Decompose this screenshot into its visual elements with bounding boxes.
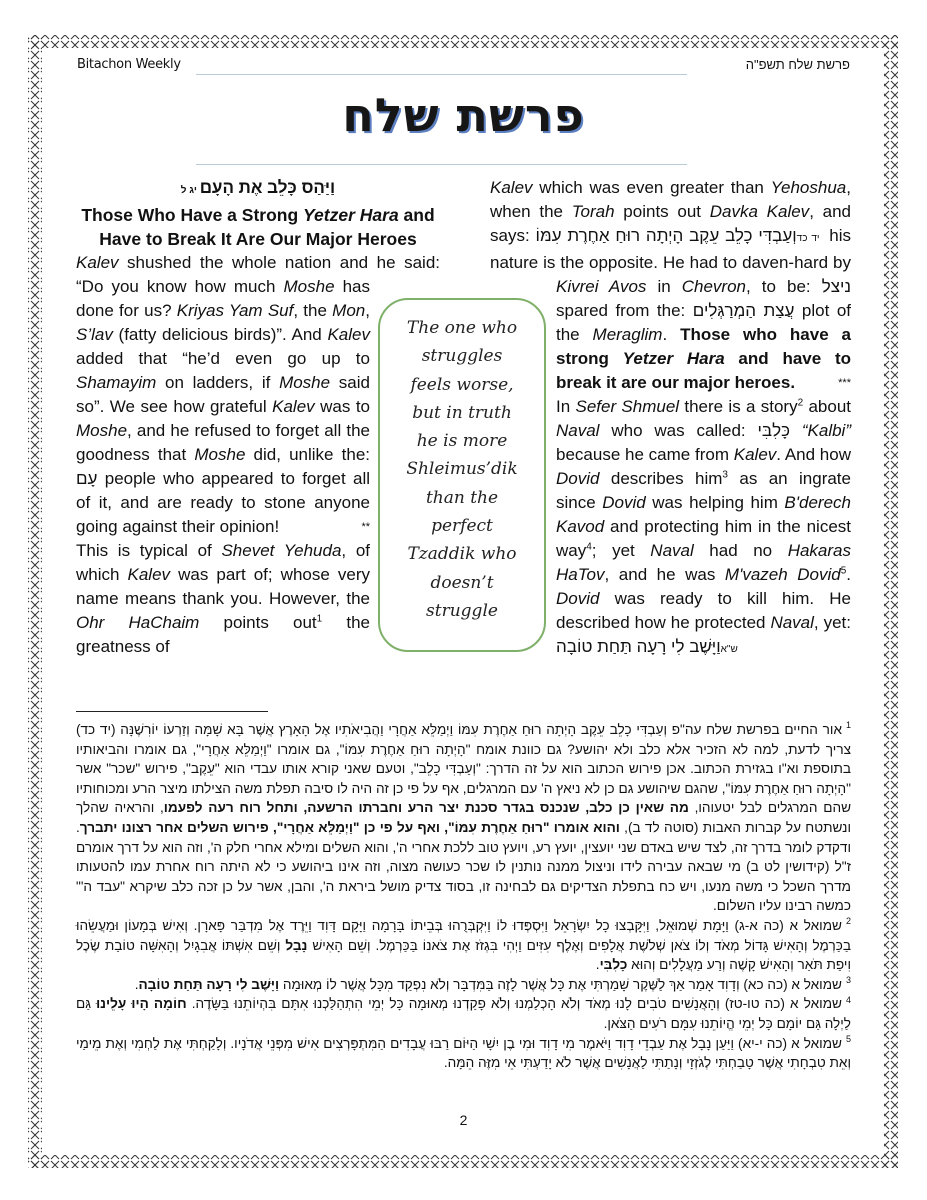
text-run: וַיָּשֶׁב לִי רָעָה תַּחַת טוֹבָה — [556, 637, 721, 656]
text-run: Ohr HaChaim — [76, 613, 200, 632]
text-run: , yet: — [813, 613, 851, 632]
text-run: Naval — [770, 613, 814, 632]
text-run: Sefer Shmuel — [575, 397, 680, 416]
text-run: Mon — [332, 301, 366, 320]
text-run: שמואל א (כה י-יא) וַיַּעַן נָבָל אֶת עַבְדֵי דָוִד וַיֹּאמֶר מִי דָוִד וּמִי בֶן יִשָׁי הַיּוֹם רַבּוּ עֲבָדִים הַמִּתְפָּרְצִים אִישׁ מִפְּנֵי אֲדֹנָיו. וְלָקַחְתִּי אֶת לַחְמִי וְאֶת מֵימַי וְאֵת טִבְחָתִי אֲשֶׁר טָבַחְתִּי לְגֹזְזָי וְנָתַתִּי לַאֲנָשִׁים אֲשֶׁר לֹא יָדַעְתִּי אֵי מִזֶּה הֵמָּה. — [76, 1035, 851, 1071]
text-run: Dovid — [556, 589, 600, 608]
text-run: has done for us? — [76, 277, 370, 320]
footnote-number: 2 — [845, 916, 851, 927]
text-run: the greatness of — [76, 613, 370, 656]
pull-quote-line: Tzaddik who — [407, 544, 517, 565]
header-rule — [196, 74, 687, 75]
text-run: “Kalbi” — [801, 421, 851, 440]
text-run: חוֹמָה הָיוּ עָלֵינוּ — [96, 996, 187, 1012]
footnote-number: 3 — [845, 975, 851, 986]
text-run: שמואל א (כה טו-טז) וְהָאֲנָשִׁים טֹבִים לָנוּ מְאֹד וְלֹא הָכְלַמְנוּ וְלֹא פָקַדְנוּ מְאוּמָה כָּל יְמֵי הִתְהַלַּכְנוּ אִתָּם בִּהְיוֹתֵנוּ בַּשָּׂדֶה. — [186, 996, 842, 1012]
text-run: יג ל — [180, 185, 200, 196]
text-run: , and he refused to forget all the goodness that — [76, 421, 370, 464]
text-run: Those Who Have a Strong — [81, 205, 304, 225]
text-run: Naval — [650, 541, 694, 560]
text-run: , והראיה שהלך ונשתטח על קברות האבות (סוטה לד ב), — [76, 800, 851, 835]
text-run: Torah — [571, 202, 615, 221]
text-run: . — [134, 976, 139, 992]
text-run: Hakaras HaTov — [556, 541, 851, 584]
text-run: שמואל א (כה א-ג) וַיָּמָת שְׁמוּאֵל, וַיִּקָּבְצוּ כָל יִשְׂרָאֵל וַיִּסְפְּדוּ לוֹ וַיִּקְבְּרֻהוּ בְּבֵיתוֹ בָּרָמָה וַיָּקָם דָּוִד וַיֵּרֶד אֶל מִדְבַּר פָּארָן. וְאִישׁ בְּמָעוֹן וּמַעֲשֵׂהוּ בַכַּרְמֶל וְהָאִישׁ גָּדוֹל מְאֹד וְלוֹ צֹאן שְׁלֹשֶׁת אֲלָפִים וְאֶלֶף עִזִּים וַיְהִי בִּגְזֹז אֶת צֹאנוֹ בַּכַּרְמֶל. וְשֵׁם הָאִישׁ — [76, 917, 851, 953]
page-number: 2 — [459, 1112, 468, 1128]
text-run: In — [556, 397, 576, 416]
text-run: ; yet — [591, 541, 651, 560]
text-run: and have to break it are our major heroes. — [556, 349, 852, 392]
footnote-ref: 2 — [797, 397, 804, 409]
text-run: (fatty delicious birds)”. And — [112, 325, 328, 344]
text-run: as an ingrate since — [556, 469, 851, 512]
footnote-number: 4 — [845, 994, 851, 1005]
pull-quote-line: Shleimus’dik — [406, 459, 518, 480]
text-run: Shamayim — [76, 373, 157, 392]
text-run: his nature is the opposite. He had to daven-hard by — [490, 226, 851, 272]
hebrew-verse-heading — [76, 176, 440, 203]
text-run: had no — [693, 541, 788, 560]
text-run: M'vazeh Dovid — [724, 565, 841, 584]
text-run: Kalev — [490, 178, 533, 197]
issue-label: פרשת שלח תשפ"ה — [745, 57, 850, 72]
text-run: Kivrei Avos — [556, 277, 647, 296]
page-title: פרשת שלח — [342, 88, 585, 142]
text-run: Kalev — [76, 253, 119, 272]
text-run: עָם — [76, 469, 98, 488]
text-run: . — [595, 957, 600, 973]
text-run: . — [846, 565, 851, 584]
text-run: Kalev — [127, 565, 171, 584]
text-run: , when the — [490, 178, 851, 221]
text-run: כָּלִבִּי — [757, 421, 790, 440]
text-run: מה שאין כן כלב, שנכנס בגדר סכנת יצר הרע וחברתו הרשעה, ותחל רוח רעה לפעמו — [163, 800, 689, 816]
text-run: , the — [293, 301, 333, 320]
footnote — [76, 994, 851, 1033]
text-run: Kalev — [272, 397, 315, 416]
text-run: Davka Kalev — [709, 202, 810, 221]
pull-quote-line: than the — [425, 487, 499, 508]
text-run: and Have to Break It Are Our Major Heroes — [99, 205, 435, 249]
footnote-ref: 5 — [840, 565, 847, 577]
pull-quote-line: struggles — [421, 346, 503, 367]
text-run: in — [646, 277, 682, 296]
text-run: . And how — [776, 445, 851, 464]
text-run — [790, 421, 802, 440]
footnote — [76, 1034, 851, 1073]
text-run: Moshe — [283, 277, 335, 296]
pull-quote-line: The one who — [406, 318, 518, 338]
text-run: וְשֵׁם אִשְׁתּוֹ אֲבִגָיִל וְהָאִשָּׁה טוֹבַת שֶׂכֶל וִיפַת תֹּאַר וְהָאִישׁ קָשֶׁה וְרַע מַעֲלָלִים וְהוּא — [76, 937, 851, 973]
footnote — [76, 916, 851, 975]
text-run: B'derech Kavod — [556, 493, 851, 536]
footnote-number: 5 — [845, 1033, 851, 1044]
text-run: Dovid — [556, 469, 600, 488]
text-run: Moshe — [194, 445, 246, 464]
text-run: did, unlike the: — [245, 445, 371, 464]
text-run: , and he was — [604, 565, 725, 584]
text-run: ניצל — [821, 277, 851, 296]
section-marker: ** — [361, 521, 370, 533]
text-run: added that “he’d even go up to — [76, 349, 370, 368]
text-run: who was called: — [599, 421, 758, 440]
text-run: Chevron — [681, 277, 747, 296]
text-run: said so”. We see how grateful — [76, 373, 370, 416]
text-run: , and says: — [490, 202, 851, 245]
text-run: Kalev — [327, 325, 370, 344]
pull-quote — [378, 298, 546, 652]
text-run: Shevet Yehuda — [221, 541, 342, 560]
footnote-separator — [76, 711, 268, 712]
footnote-ref: 1 — [316, 613, 323, 625]
footnotes — [76, 720, 851, 1073]
text-run: וַיָּשֶׁב לִי רָעָה תַּחַת טוֹבָה — [138, 976, 280, 992]
article-heading — [76, 203, 440, 251]
text-run: כָלִבִּי — [599, 957, 628, 973]
text-run: because he came from — [556, 445, 734, 464]
pull-quote-line: but in truth — [412, 402, 512, 423]
text-run: והוא אומרו "רוּחַ אַחֶרֶת עִמּוֹ", ואף על פי כן "וַיְמַלֵּא אַחֲרָי", פירוש השלים אחר רצונו יתברך — [79, 819, 620, 835]
text-run: which was even greater than — [532, 178, 771, 197]
footnote-ref: 3 — [722, 469, 728, 481]
text-run: points out — [614, 202, 710, 221]
text-run: Yehoshua — [770, 178, 847, 197]
text-run: Those who have a strong — [556, 325, 851, 368]
text-run: יד כד — [796, 233, 824, 244]
text-run: Yetzer Hara — [303, 205, 399, 225]
text-run: S’lav — [76, 325, 113, 344]
text-run: plot of the — [556, 301, 851, 344]
text-run: Kriyas Yam Suf — [176, 301, 294, 320]
text-run: was part of; whose very name means thank you. However, the — [76, 565, 370, 608]
footnote — [76, 720, 851, 916]
text-run: describes him — [599, 469, 723, 488]
text-run: שמואל א (כה כא) וְדָוִד אָמַר אַךְ לַשֶּׁקֶר שָׁמַרְתִּי אֶת כָּל אֲשֶׁר לָזֶה בַּמִּדְבָּר וְלֹא נִפְקַד מִכָּל אֲשֶׁר לוֹ מְאוּמָה — [279, 976, 842, 992]
text-run: , of which — [76, 541, 370, 584]
text-run: וְעַבְדִּי כָלֵב עֵקֶב הָיְתָה רוּחַ אַחֶרֶת עִמּוֹ — [535, 226, 797, 245]
text-run: , to be: — [746, 277, 822, 296]
text-run: people who appeared to forget all of it, and are ready to stone anyone going against their opinion! — [76, 469, 370, 536]
footnote — [76, 975, 851, 995]
pull-quote-line: doesn’t — [430, 572, 494, 593]
pull-quote-line: struggle — [426, 600, 498, 621]
text-run: Yetzer Hara — [622, 349, 725, 368]
text-run: עֲצַת הַמְרַגְּלִים — [692, 301, 795, 320]
text-run: spared from the: — [556, 301, 693, 320]
text-run: Dovid — [602, 493, 646, 512]
newsletter-name: Bitachon Weekly — [77, 57, 181, 72]
text-run: Moshe — [76, 421, 128, 440]
text-run: there is a story — [679, 397, 798, 416]
text-run: . ודקדק לומר בדרך זה, לצד שיש באדם שני יועצין, יועץ רע, ויועץ טוב ללכת אחרי ה', והוא השלים ומילא אחרי חלק ה', וזה הוא על דרך אומרם ז"ל (קידושין לט ב) מי שבאה עבירה לידו וניצול ממנה נותנין לו שכר כעושה מצוה, וזה אינו ביהושע כי לא היתה רוח אחרת עמו להטעותו מדרך השכל כי משה מנעו, ויש כח בתפלת הצדיקים גם לבחינה זו, בסוד צדיק מושל ביראת ה', והבן, אשר על כן זכה כלב שיקרא "עבד ה'" כמשה רבינו עליו השלום. — [76, 819, 851, 914]
text-run: Kalev — [733, 445, 777, 464]
text-run: was helping him — [645, 493, 785, 512]
text-run: was to — [314, 397, 371, 416]
text-run: This is typical of — [76, 541, 222, 560]
text-run: about — [803, 397, 851, 416]
text-run: , — [365, 301, 370, 320]
text-run: נָבָל — [285, 937, 308, 953]
text-run: shushed the whole nation and he said: “Do you know how much — [76, 253, 440, 296]
footnote-number: 1 — [845, 720, 851, 731]
pull-quote-line: he is more — [416, 431, 508, 452]
text-run: גַּם לַיְלָה גַּם יוֹמָם כָּל יְמֵי הֱיוֹתֵנוּ עִמָּם רֹעִים הַצֹּאן. — [76, 996, 851, 1031]
text-run: Moshe — [279, 373, 331, 392]
text-run: and protecting him in the nicest way — [556, 517, 851, 560]
text-run: was ready to kill him. He described how he protected — [556, 589, 851, 632]
footnote-ref: 4 — [586, 541, 592, 553]
text-run: אור החיים בפרשת שלח עה"פ וְעַבְדִּי כָלֵב עֵקֶב הָיְתָה רוּחַ אַחֶרֶת עִמּוֹ וַיְמַלֵּא אַחֲרָי וַהֲבִיאֹתִיו אֶל הָאָרֶץ אֲשֶׁר בָּא שָׁמָּה וְזַרְעוֹ יוֹרִשֶׁנָּה (יד כד) צריך לדעת, למה לא הזכיר אלא כלב ולא יהושע? גם כוונת אומח "הָיְתָה רוּחַ אַחֶרֶת עִמּוֹ", גם אומרו "וַיְמַלֵּא אַחֲרָי", גם אומרו והביאותיו בתוספת וא"ו בגזירת הכתוב. אכן פירוש הכתוב הוא על זה הדרך: "וְעַבְדִּי כָלֵב", וטעם שאני קורא אותו עבדי הוא "עֵקֶב", פירוש "שכר" אשר "הָיְתָה רוּחַ אַחֶרֶת עִמּוֹ", שהגם שיהושע גם כן לא ניאץ ה' עם המרגלים, אף על פי כן זה היה לו סיבה תפלת משה הצילתו מיצר הרע ומכוחותיו שהם המרגלים לבל יטעוהו, — [76, 722, 852, 816]
text-run: on ladders, if — [156, 373, 280, 392]
text-run: וַיַּהַס כָּלֵב אֶת הָעָם — [199, 178, 336, 197]
text-run: points out — [199, 613, 317, 632]
text-run: Naval — [556, 421, 600, 440]
text-run: ש"א — [720, 644, 741, 655]
pull-quote-line: perfect — [431, 516, 493, 537]
section-marker: *** — [838, 377, 851, 389]
title-rule — [196, 164, 687, 165]
text-run: Meraglim — [592, 325, 663, 344]
text-run: . — [662, 325, 681, 344]
pull-quote-line: feels worse, — [410, 374, 514, 395]
